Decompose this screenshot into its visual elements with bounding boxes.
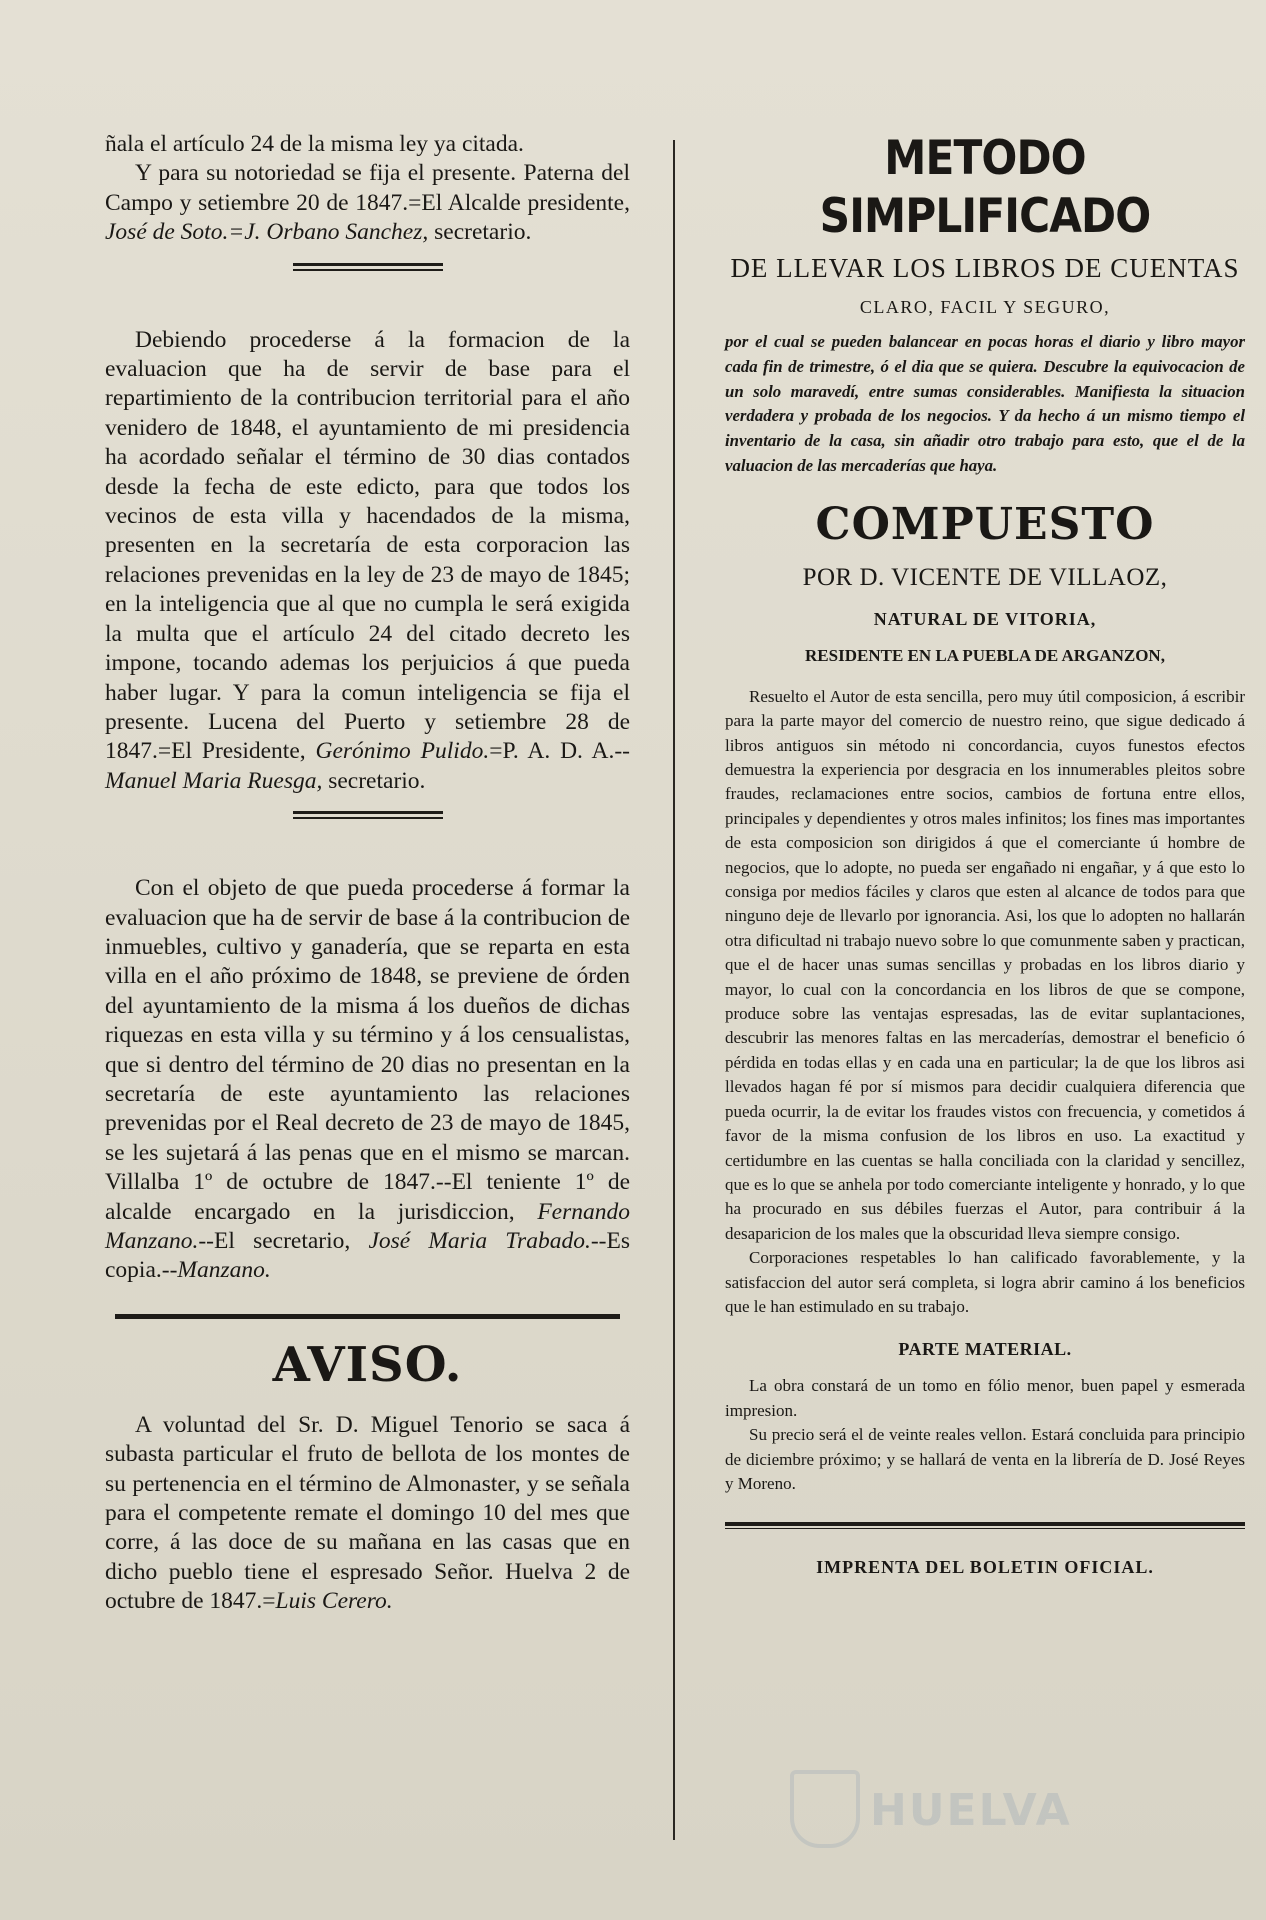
notice-villalba-signature-3: Manzano.: [177, 1257, 271, 1284]
natural-line: NATURAL DE VITORIA,: [873, 608, 1097, 629]
column-divider: [673, 140, 675, 1840]
metodo-body: [725, 685, 1245, 1320]
notice-villalba-text-c: --Es copia.--: [105, 1228, 630, 1284]
compuesto-heading: COMPUESTO: [815, 498, 1155, 550]
metodo-description: por el cual se pueden balancear en pocas horas el diario y libro mayor cada fin de trimestre, ó el dia que se quiera. Descubre la equivocacion de un solo maravedí, entre sumas considerables. Manifiesta la situacion verdadera y probada de los negocios. Y da hecho á un mismo tiempo el inventario de la casa, sin añadir otro trabajo para esto, que el de la valuacion de las mercaderías que haya.: [725, 332, 1245, 475]
notice-aviso-signature: Luis Cerero.: [275, 1588, 393, 1615]
ornament-divider: [293, 262, 443, 274]
imprenta-line: IMPRENTA DEL BOLETIN OFICIAL.: [816, 1557, 1154, 1578]
archive-watermark: HUELVA: [870, 1785, 1072, 1836]
metodo-title: METODO SIMPLIFICADO: [819, 131, 1151, 244]
ornament-divider: [293, 810, 443, 822]
notice-lucena-signature-2: Manuel Maria Ruesga,: [105, 767, 323, 794]
notice-aviso: [105, 1411, 630, 1617]
notice-aviso-text: A voluntad del Sr. D. Miguel Tenorio se saca á subasta particular el fruto de bellota de los montes de su pertenencia en el término de Almonaster, y se señala para el competente remate el domingo 10 del mes que corre, á las doce de su mañana en las casas que en dicho pueblo tiene el espresado Señor. Huelva 2 de octubre de 1847.=: [105, 1411, 630, 1615]
section-rule: [115, 1314, 620, 1319]
notice-villalba-text-b: --El secretario,: [198, 1228, 369, 1254]
notice-lucena-text-c: secretario.: [322, 767, 426, 794]
notice-lucena: [105, 326, 630, 797]
notice-villalba-signature-1: Fernando Manzano.: [105, 1198, 630, 1254]
notice-lucena-text-b: =P. A. D. A.--: [489, 738, 630, 765]
residente-line: RESIDENTE EN LA PUEBLA DE ARGANZON,: [805, 645, 1165, 665]
metodo-body-paragraph-1: Resuelto el Autor de esta sencilla, pero muy útil composicion, á escribir para la parte mayor del comercio de nuestro reino, que sigue dedicado á libros antiguos sin método ni concordancia, cuyos funestos efectos demuestra la experiencia por desgracia en los innumerables pleitos sobre fraudes, reclamaciones entre socios, cambios de fortuna entre ellos, principales y dependientes y otros males infinitos; los fines mas importantes de esta composicion son dirigidos á que el comerciante ú hombre de negocios, que lo adopte, no pueda ser engañado ni engañar, y á que esto lo consiga por medios fáciles y claros que esten al alcance de todos para que ninguno deje de llevarlo por ignorancia. Asi, los que lo adopten no hallarán otra dificultad ni trabajo nuevo sobre lo que comunmente saben y practican, que el de hacer unas sumas sencillas y probadas en los libros diario y mayor, lo cual con la concordancia en los libros de que se compone, produce sobre las ventajas espresadas, las de evitar suplantaciones, descubrir las menores faltas en las mercaderías, demostrar el beneficio ó pérdida en todas ellas y en cada una en particular; la de que los libros asi llevados hagan fé por sí mismos para decidir cualquiera diferencia que pueda ocurrir, la de evitar los fraudes vistos con frecuencia, y cometidos á favor de la misma confusion de los libros en uso. La exactitud y certidumbre en las cuentas se halla conciliada con la claridad y sencillez, que es lo que se anhela por todo comerciante inteligente y honrado, y lo que ha procurado en sus débiles fuerzas el Autor, para contribuir á la desaparicion de los males que la obscuridad lleva siempre consigo.: [725, 686, 1245, 1243]
footer-rule: [725, 1522, 1245, 1526]
notice-lucena-signature-1: Gerónimo Pulido.: [315, 738, 490, 765]
parte-material-paragraph-2: Su precio será el de veinte reales vellon. Estará concluida para principio de diciembre próximo; y se hallará de venta en la librería de D. José Reyes y Moreno.: [725, 1425, 1245, 1493]
notice-paterna-signature: José de Soto.=J. Orbano Sanchez,: [105, 219, 429, 246]
parte-material-paragraph-1: La obra constará de un tomo en fólio menor, buen papel y esmerada impresion.: [725, 1376, 1245, 1420]
notice-paterna-text-a: ñala el artículo 24 de la misma ley ya citada.: [105, 131, 524, 157]
notice-villalba-signature-2: José Maria Trabado.: [368, 1228, 591, 1254]
metodo-subtitle-2: CLARO, FACIL Y SEGURO,: [859, 297, 1111, 317]
metodo-body-paragraph-2: Corporaciones respetables lo han calificado favorablemente, y la satisfaccion del autor será completa, si logra abrir camino á los beneficios que le han estimulado en su trabajo.: [725, 1248, 1245, 1316]
notice-villalba: [105, 874, 630, 1286]
archive-emblem-icon: [790, 1770, 860, 1848]
aviso-heading: AVISO.: [272, 1336, 463, 1393]
parte-material-body: [725, 1374, 1245, 1496]
parte-material-heading: PARTE MATERIAL.: [898, 1339, 1072, 1360]
notice-lucena-text-a: Debiendo procederse á la formacion de la evaluacion que ha de servir de base para el repartimiento de la contribucion territorial para el año venidero de 1848, el ayuntamiento de mi presidencia ha acordado señalar el término de 30 dias contados desde la fecha de este edicto, para que todos los vecinos de esta villa y hacendados de la misma, presenten en la secretaría de esta corporacion las relaciones prevenidas en la ley de 23 de mayo de 1845; en la inteligencia que al que no cumpla le será exigida la multa que el artículo 24 del citado decreto les impone, tocando ademas los perjuicios á que pueda haber lugar. Y para la comun inteligencia se fija el presente. Lucena del Puerto y setiembre 28 de 1847.=El Presidente,: [105, 326, 630, 765]
notice-paterna-text-c: secretario.: [428, 219, 532, 246]
notice-paterna: [105, 130, 630, 248]
footer-rule-thin: [725, 1528, 1245, 1529]
metodo-subtitle: DE LLEVAR LOS LIBROS DE CUENTAS: [730, 253, 1240, 283]
left-column: [105, 130, 630, 1617]
notice-villalba-text-a: Con el objeto de que pueda procederse á formar la evaluacion que ha de servir de base á la contribucion de inmuebles, cultivo y ganadería, que se reparta en esta villa en el año próximo de 1848, se previene de órden del ayuntamiento de la misma á los dueños de dichas riquezas en esta villa y su término y á los censualistas, que si dentro del término de 20 dias no presentan en la secretaría de este ayuntamiento las relaciones prevenidas por el Real decreto de 23 de mayo de 1845, se les sujetará á las penas que en el mismo se marcan. Villalba 1º de octubre de 1847.--El teniente 1º de alcalde encargado en la jurisdiccion,: [105, 875, 630, 1225]
right-column: [725, 130, 1245, 1578]
notice-paterna-text-b: Y para su notoriedad se fija el presente. Paterna del Campo y setiembre 20 de 1847.=El Alcalde presidente,: [105, 160, 630, 216]
author-line: POR D. VICENTE DE VILLAOZ,: [802, 563, 1168, 591]
